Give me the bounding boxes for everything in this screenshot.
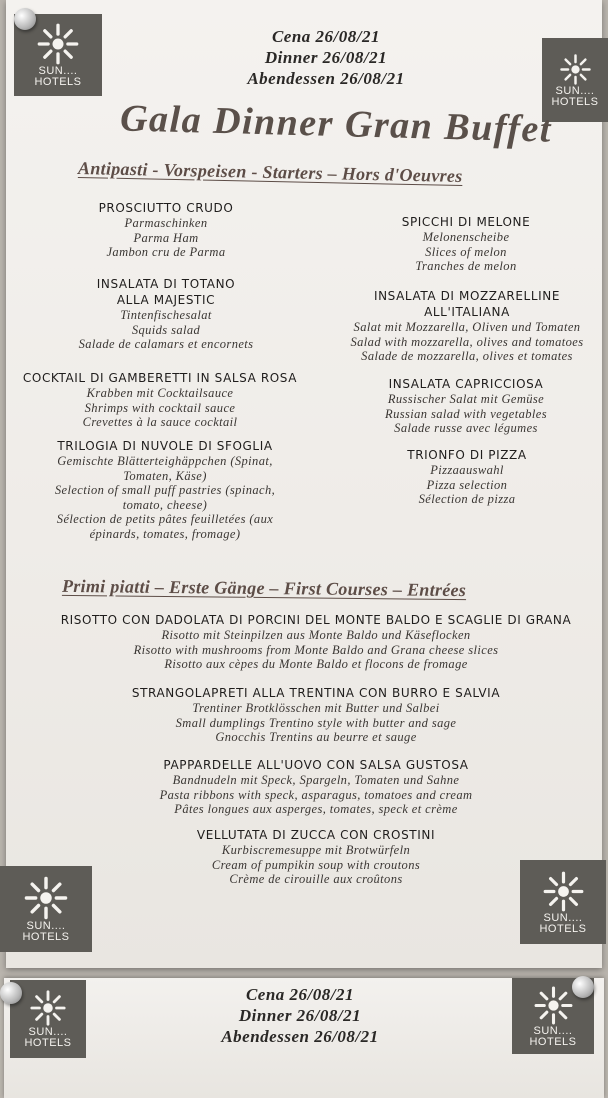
logo-line1: SUN....	[26, 920, 66, 932]
dish-name: TRILOGIA DI NUVOLE DI SFOGLIA	[57, 439, 273, 453]
section-heading-primi: Primi piatti – Erste Gänge – First Courses – Entrées	[61, 575, 467, 601]
dish-translation: Crème de cirouille aux croûtons	[229, 872, 403, 886]
dish-translation: Gemischte Blätterteighäppchen (Spinat,	[57, 454, 273, 468]
logo-line2: HOTELS	[34, 76, 82, 88]
dish-translation: Sélection de petits pâtes feuilletées (aux	[56, 512, 274, 526]
dish-translation: Parmaschinken	[124, 216, 208, 230]
dish-name: TRIONFO DI PIZZA	[407, 448, 527, 462]
dish-translation: Shrimps with cocktail sauce	[84, 400, 236, 415]
pushpin	[14, 8, 36, 30]
sun-icon	[36, 22, 80, 66]
pushpin	[572, 976, 594, 998]
date-en: Dinner 26/08/21	[238, 1006, 362, 1025]
dish-translation: Krabben mit Cocktailsauce	[86, 386, 234, 400]
dish-spicchi-melone	[366, 214, 566, 274]
dish-translation: Melonenscheibe	[422, 230, 510, 244]
dish-name: SPICCHI DI MELONE	[401, 215, 531, 229]
dish-translation: Jambon cru de Parma	[106, 245, 226, 259]
dish-name: INSALATA CAPRICCIOSA	[388, 377, 544, 391]
dish-insalata-mozzarelline	[332, 288, 602, 364]
dish-prosciutto-crudo	[46, 200, 286, 260]
date-header	[206, 26, 446, 89]
dish-translation: épinards, tomates, fromage)	[89, 526, 241, 541]
dish-translation: Pizza selection	[426, 477, 508, 492]
dish-risotto-porcini	[36, 612, 596, 672]
dish-translation: Selection of small puff pastries (spinach,	[54, 483, 276, 497]
dish-translation: Pizzaauswahl	[430, 463, 504, 477]
sun-icon	[542, 870, 585, 913]
dish-translation: Russian salad with vegetables	[385, 406, 547, 421]
page-title: Gala Dinner Gran Buffet	[119, 97, 553, 151]
next-menu-sheet	[4, 978, 604, 1098]
dish-translation: Salad with mozzarella, olives and tomatoes	[350, 334, 584, 349]
menu-sheet	[6, 0, 602, 968]
sun-icon	[23, 875, 69, 921]
dish-translation: Russischer Salat mit Gemüse	[387, 392, 545, 406]
dish-pappardelle	[66, 757, 566, 817]
dish-translation: Gnocchis Trentins au beurre et sauge	[215, 730, 417, 744]
dish-translation: Slices of melon	[425, 244, 507, 259]
dish-translation: Kurbiscremesuppe mit Brotwürfeln	[221, 843, 411, 857]
date-de: Abendessen 26/08/21	[221, 1027, 379, 1046]
dish-cocktail-gamberetti	[10, 370, 310, 430]
dish-vellutata-zucca	[116, 827, 516, 887]
dish-name: PROSCIUTTO CRUDO	[98, 201, 234, 215]
dish-name: STRANGOLAPRETI ALLA TRENTINA CON BURRO E SALVIA	[131, 686, 501, 700]
logo-line2: HOTELS	[539, 922, 587, 935]
date-it: Cena 26/08/21	[271, 27, 381, 46]
dish-translation: Salade de calamars et encornets	[78, 337, 254, 351]
sun-hotels-logo	[520, 860, 606, 944]
dish-translation: Risotto aux cèpes du Monte Baldo et flocons de fromage	[164, 657, 468, 671]
dish-translation: Crevettes à la sauce cocktail	[82, 415, 238, 429]
dish-insalata-totano	[46, 276, 286, 352]
dish-translation: Risotto with mushrooms from Monte Baldo and Grana cheese slices	[133, 642, 499, 657]
logo-line1: SUN....	[533, 1024, 573, 1037]
dish-insalata-capricciosa	[346, 376, 586, 436]
next-date-header	[190, 984, 410, 1047]
dish-trionfo-pizza	[362, 447, 572, 507]
dish-translation: Small dumplings Trentino style with butter and sage	[175, 715, 457, 730]
date-de: Abendessen 26/08/21	[247, 69, 405, 88]
pushpin	[0, 982, 22, 1004]
sun-icon	[29, 989, 67, 1027]
sun-icon	[533, 985, 574, 1026]
logo-line2: HOTELS	[529, 1035, 577, 1048]
logo-line2: HOTELS	[24, 1037, 72, 1049]
date-en: Dinner 26/08/21	[264, 48, 388, 67]
date-it: Cena 26/08/21	[245, 985, 355, 1004]
dish-translation: Salade de mozzarella, olives et tomates	[361, 349, 573, 363]
dish-translation: Squids salad	[131, 322, 201, 337]
sun-icon	[559, 53, 592, 86]
sun-hotels-logo	[0, 866, 92, 952]
dish-translation: Tranches de melon	[415, 259, 517, 273]
logo-line1: SUN....	[555, 84, 595, 97]
dish-name: INSALATA DI TOTANO ALLA MAJESTIC	[96, 277, 236, 307]
dish-translation: Trentiner Brotklösschen mit Butter und Salbei	[192, 701, 440, 715]
dish-name: INSALATA DI MOZZARELLINE ALL'ITALIANA	[373, 289, 561, 319]
logo-line1: SUN....	[28, 1026, 68, 1038]
dish-strangolapreti	[66, 685, 566, 745]
dish-translation: Salat mit Mozzarella, Oliven und Tomaten	[353, 320, 581, 334]
logo-line2: HOTELS	[22, 931, 70, 943]
section-heading-antipasti: Antipasti - Vorspeisen - Starters – Hors d'Oeuvres	[77, 157, 463, 187]
dish-name: COCKTAIL DI GAMBERETTI IN SALSA ROSA	[22, 371, 298, 385]
dish-translation: Bandnudeln mit Speck, Spargeln, Tomaten und Sahne	[172, 773, 460, 787]
dish-translation: Tomaten, Käse)	[123, 468, 207, 483]
dish-translation: Pâtes longues aux asperges, tomates, speck et crème	[174, 802, 458, 816]
dish-translation: Salade russe avec légumes	[394, 421, 538, 435]
logo-line1: SUN....	[38, 65, 78, 77]
dish-name: RISOTTO CON DADOLATA DI PORCINI DEL MONTE BALDO E SCAGLIE DI GRANA	[60, 613, 572, 627]
dish-trilogia-sfoglia	[20, 438, 310, 541]
dish-translation: Cream of pumpikin soup with croutons	[211, 857, 421, 872]
logo-line2: HOTELS	[551, 95, 599, 108]
dish-translation: Pasta ribbons with speck, asparagus, tomatoes and cream	[159, 787, 473, 802]
logo-line1: SUN....	[543, 911, 583, 924]
dish-translation: tomato, cheese)	[122, 497, 208, 512]
dish-translation: Risotto mit Steinpilzen aus Monte Baldo und Käseflocken	[161, 628, 471, 642]
dish-translation: Tintenfischesalat	[120, 308, 212, 322]
dish-translation: Parma Ham	[133, 230, 199, 245]
dish-name: VELLUTATA DI ZUCCA CON CROSTINI	[196, 828, 436, 842]
dish-translation: Sélection de pizza	[418, 492, 516, 506]
dish-name: PAPPARDELLE ALL'UOVO CON SALSA GUSTOSA	[163, 758, 469, 772]
